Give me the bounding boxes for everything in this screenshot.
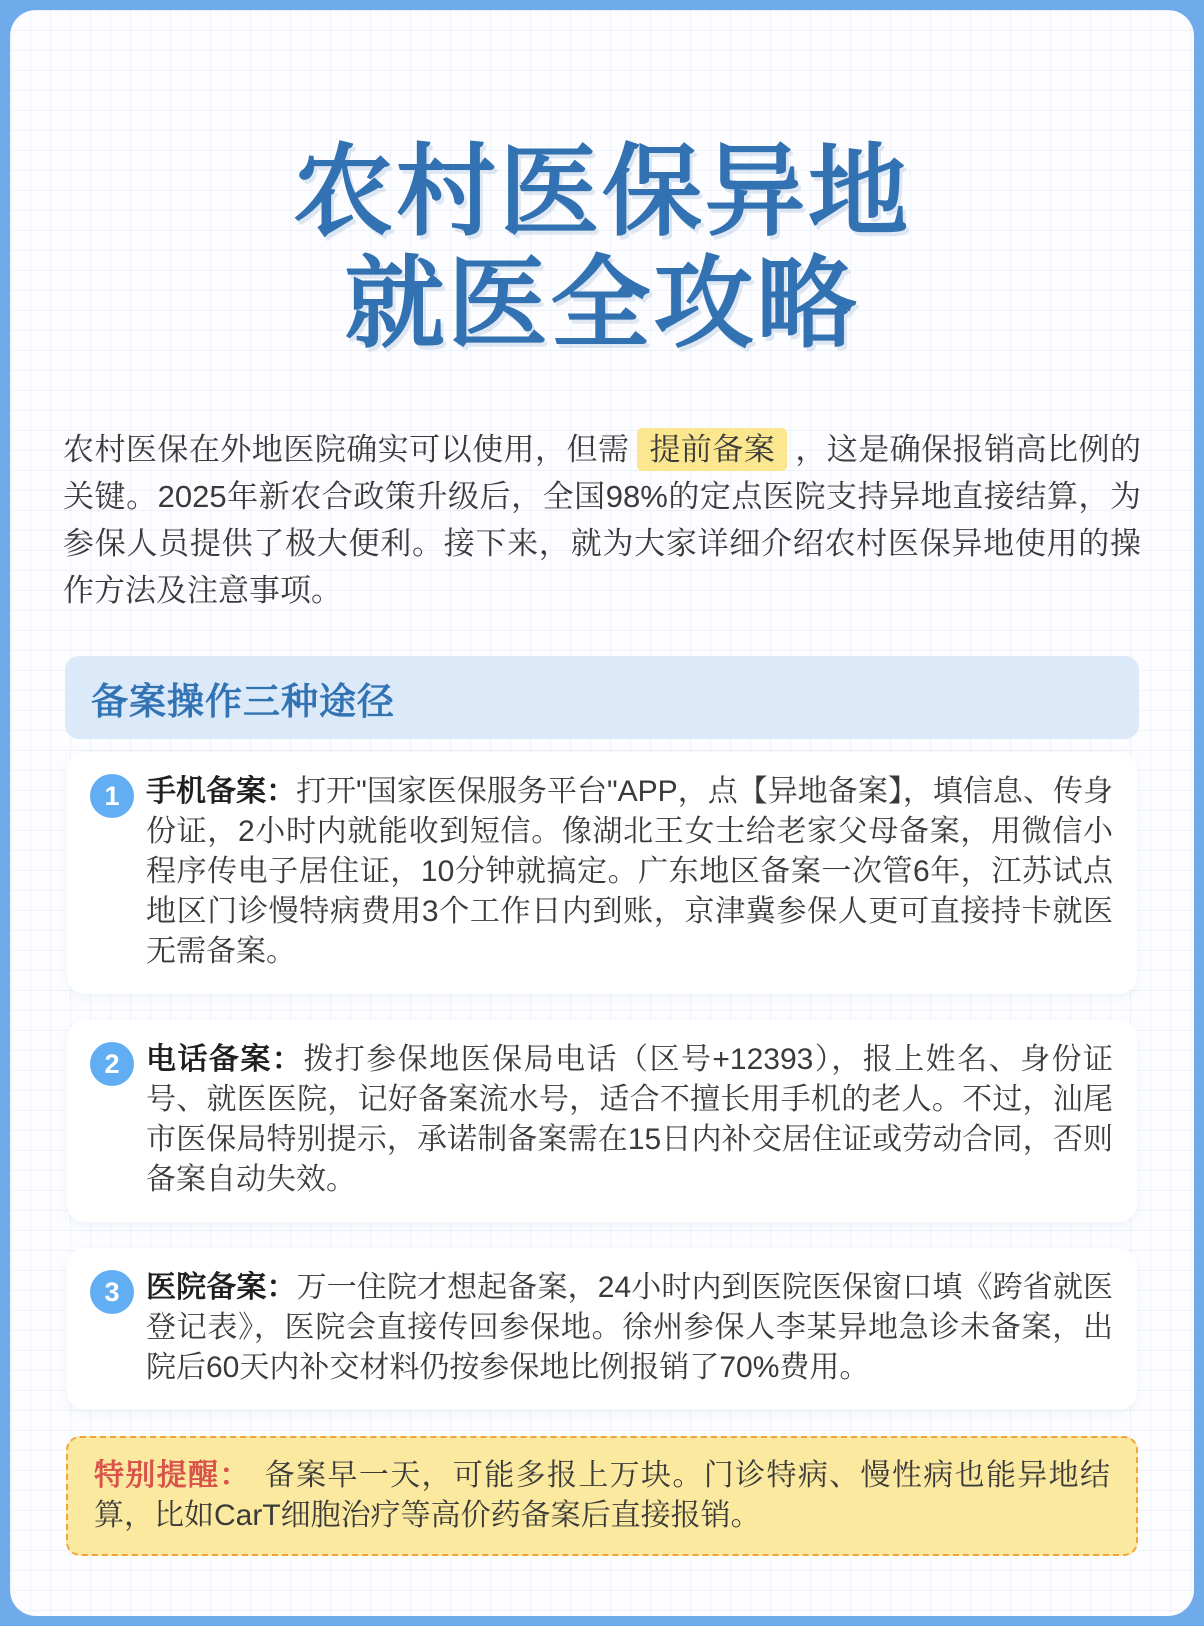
section-header-label: 备案操作三种途径 bbox=[91, 680, 395, 722]
step-2-text bbox=[146, 1040, 1113, 1200]
step-2-number-icon: 2 bbox=[90, 1042, 134, 1086]
step-1-number-icon: 1 bbox=[90, 774, 134, 818]
main-card bbox=[10, 10, 1194, 1616]
reminder-label: 特别提醒： bbox=[94, 1459, 251, 1492]
step-1-body: 打开"国家医保服务平台"APP，点【异地备案】，填信息、传身份证，2小时内就能收到短信。像湖北王女士给老家父母备案，用微信小程序传电子居住证，10分钟就搞定。广东地区备案一次管6年，江苏试点地区门诊慢特病费用3个工作日内到账，京津冀参保人更可直接持卡就医无需备案。 bbox=[146, 775, 1114, 968]
page-title bbox=[10, 136, 1194, 360]
highlight-badge: 提前备案 bbox=[637, 428, 787, 471]
title-line-2: 就医全攻略 bbox=[344, 248, 860, 360]
step-3-body: 万一住院才想起备案，24小时内到医院医保窗口填《跨省就医登记表》，医院会直接传回参保地。徐州参保人李某异地急诊未备案，出院后60天内补交材料仍按参保地比例报销了70%费用。 bbox=[146, 1271, 1114, 1384]
step-card-hospital bbox=[67, 1248, 1137, 1410]
steps-list bbox=[67, 752, 1137, 1410]
step-3-text bbox=[146, 1268, 1113, 1388]
title-line-1: 农村医保异地 bbox=[293, 136, 911, 248]
step-2-body: 拨打参保地医保局电话（区号+12393），报上姓名、身份证号、就医医院，记好备案流水号，适合不擅长用手机的老人。不过，汕尾市医保局特别提示，承诺制备案需在15日内补交居住证或劳动合同，否则备案自动失效。 bbox=[146, 1043, 1114, 1196]
intro-text-after: ，这是确保报销高比例的关键。2025年新农合政策升级后，全国98%的定点医院支持异地直接结算，为参保人员提供了极大便利。接下来，就为大家详细介绍农村医保异地使用的操作方法及注意事项。 bbox=[63, 432, 1141, 608]
step-card-phone bbox=[67, 1020, 1137, 1222]
intro-paragraph bbox=[63, 426, 1141, 614]
step-3-number-icon: 3 bbox=[90, 1270, 134, 1314]
step-1-label: 手机备案： bbox=[146, 775, 297, 808]
intro-text-before: 农村医保在外地医院确实可以使用，但需 bbox=[63, 432, 630, 467]
step-3-label: 医院备案： bbox=[146, 1271, 297, 1304]
step-1-text bbox=[146, 772, 1113, 972]
reminder-box bbox=[66, 1436, 1138, 1556]
step-2-label: 电话备案： bbox=[146, 1043, 304, 1076]
step-card-mobile bbox=[67, 752, 1137, 994]
section-header bbox=[65, 656, 1139, 739]
reminder-text: 备案早一天，可能多报上万块。门诊特病、慢性病也能异地结算，比如CarT细胞治疗等高价药备案后直接报销。 bbox=[94, 1459, 1111, 1532]
